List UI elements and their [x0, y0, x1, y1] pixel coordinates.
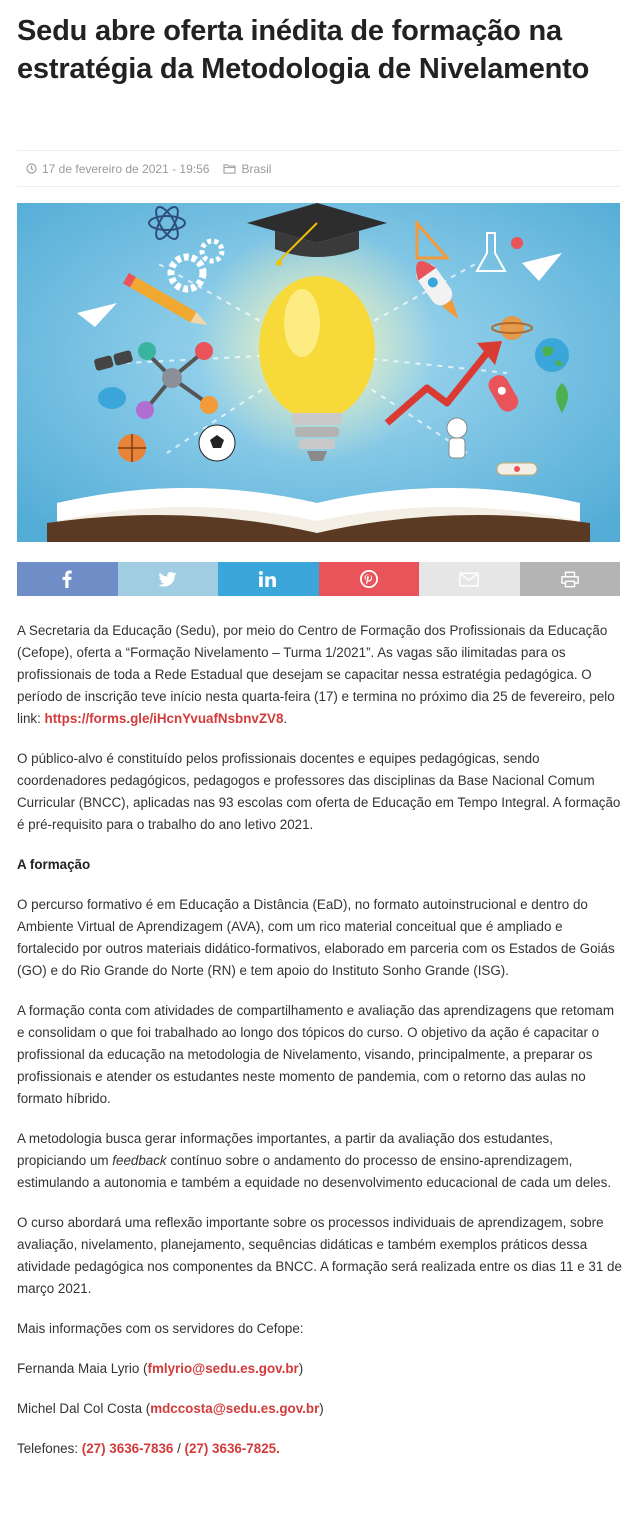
contact-2-end: )	[319, 1401, 324, 1416]
facebook-share-button[interactable]	[17, 562, 118, 596]
linkedin-icon	[259, 571, 277, 587]
paragraph-7: Mais informações com os servidores do Cefope:	[17, 1321, 304, 1336]
date-meta	[26, 162, 209, 176]
contact-2-name: Michel Dal Col Costa (	[17, 1401, 151, 1416]
article-meta	[17, 150, 620, 187]
pinterest-icon	[360, 570, 378, 588]
email-share-button[interactable]	[419, 562, 520, 596]
contact-1-end: )	[298, 1361, 304, 1376]
education-illustration	[17, 203, 620, 542]
phones	[17, 1438, 622, 1460]
section-heading: A formação	[17, 857, 91, 872]
pinterest-share-button[interactable]	[319, 562, 420, 596]
paragraph-6: O curso abordará uma reflexão importante sobre os processos individuais de aprendizagem, sobre avaliação, nivelamento, planejamento, sequências didáticas e também exemplos práticos dessa atividade pedagógica nos componentes da BNCC. A formação será realizada entre os dias 11 e 31 de março 2021.	[17, 1215, 622, 1296]
share-bar	[17, 562, 620, 596]
article-body	[17, 620, 622, 1478]
phones-separator: /	[173, 1441, 185, 1456]
paragraph-1-text: A Secretaria da Educação (Sedu), por meio do Centro de Formação dos Profissionais da Educação (Cefope), oferta a “Formação Nivelamento – Turma 1/2021”. As vagas são ilimitadas para os profissionais de toda a Rede Estadual que desejam se capacitar nessa estratégia pedagógica. O período de inscrição teve início nesta quarta-feira (17) e termina no próximo dia 25 de fevereiro, pelo link:	[17, 623, 615, 726]
article-date: 17 de fevereiro de 2021 - 19:56	[42, 161, 210, 176]
print-button[interactable]	[520, 562, 621, 596]
contact-1	[17, 1358, 622, 1380]
contact-2	[17, 1398, 622, 1420]
paragraph-4: A formação conta com atividades de compartilhamento e avaliação das aprendizagens que retomam e consolidam o que foi trabalhado ao longo dos tópicos do curso. O objetivo da ação é capacitar o profissional da educação na metodologia de Nivelamento, visando, principalmente, a preparar os profissionais e atender os estudantes neste momento de pandemia, com o retorno das aulas no formato híbrido.	[17, 1003, 614, 1106]
paragraph-5	[17, 1128, 622, 1194]
clock-icon	[26, 163, 37, 174]
paragraph-2: O público-alvo é constituído pelos profissionais docentes e equipes pedagógicas, sendo coordenadores pedagógicos, pedagogos e professores das disciplinas da Base Nacional Comum Curricular (BNCC), aplicadas nas 93 escolas com oferta de Educação em Tempo Integral. A formação é pré-requisito para o trabalho do ano letivo 2021.	[17, 751, 621, 832]
feedback-emphasis: feedback	[112, 1153, 167, 1168]
phone-1-link[interactable]: (27) 3636-7836	[81, 1441, 174, 1456]
folder-icon	[223, 163, 236, 174]
article-title: Sedu abre oferta inédita de formação na estratégia da Metodologia de Nivelamento	[17, 15, 590, 85]
hero-image	[17, 203, 620, 542]
email-icon	[459, 572, 479, 587]
phones-label: Telefones:	[17, 1441, 82, 1456]
paragraph-1	[17, 620, 622, 730]
print-icon	[561, 571, 579, 588]
paragraph-5-text-b: contínuo sobre o andamento do processo de ensino-aprendizagem, estimulando a autonomia e também a equidade no desenvolvimento educacional de cada um deles.	[17, 1153, 612, 1190]
article-category[interactable]: Brasil	[241, 161, 272, 176]
phone-2-link[interactable]: (27) 3636-7825	[184, 1441, 277, 1456]
paragraph-3: O percurso formativo é em Educação a Distância (EaD), no formato autoinstrucional e dentro do Ambiente Virtual de Aprendizagem (AVA), com um rico material conceitual que é ampliado e fortalecido por outros materiais didático-formativos, elaborado em parceria com os Estados de Goiás (GO) e do Rio Grande do Norte (RN) e tem apoio do Instituto Sonho Grande (ISG).	[17, 897, 615, 978]
contact-1-email-link[interactable]: fmlyrio@sedu.es.gov.br	[147, 1361, 299, 1376]
facebook-icon	[62, 570, 72, 588]
category-meta[interactable]	[223, 162, 271, 176]
linkedin-share-button[interactable]	[218, 562, 319, 596]
phones-end: .	[276, 1441, 280, 1456]
paragraph-5-text-a: A metodologia busca gerar informações importantes, a partir da avaliação dos estudantes, propiciando um	[17, 1131, 553, 1168]
registration-link[interactable]: https://forms.gle/iHcnYvuafNsbnvZV8	[44, 711, 284, 726]
twitter-share-button[interactable]	[118, 562, 219, 596]
twitter-icon	[158, 572, 177, 587]
contact-2-email-link[interactable]: mdccosta@sedu.es.gov.br	[150, 1401, 320, 1416]
contact-1-name: Fernanda Maia Lyrio (	[17, 1361, 148, 1376]
paragraph-1-end: .	[283, 711, 288, 726]
